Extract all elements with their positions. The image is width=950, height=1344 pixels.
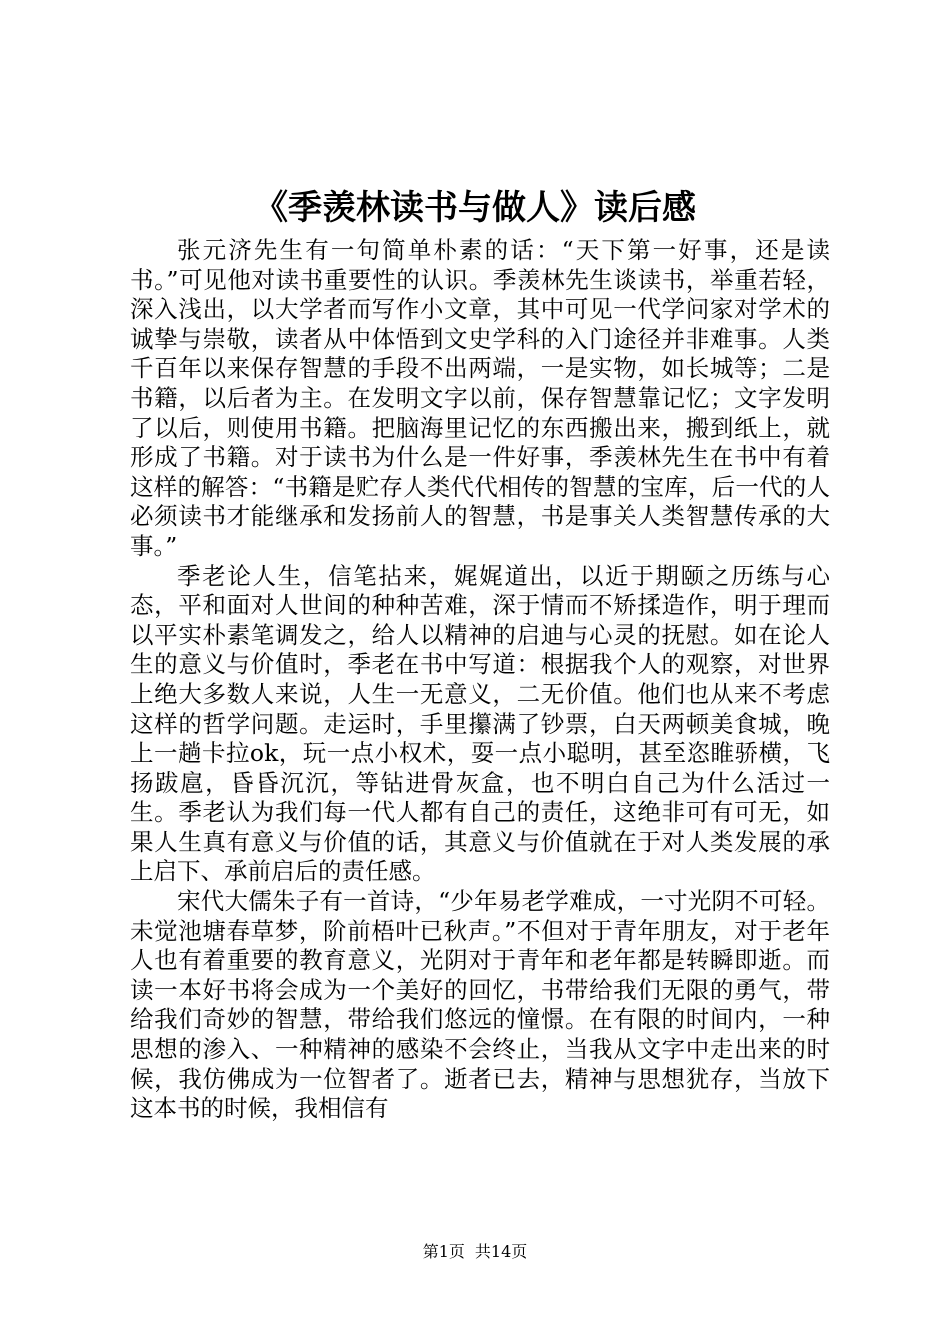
paragraph-1: 张元济先生有一句简单朴素的话：“天下第一好事，还是读书。”可见他对读书重要性的认识。季羡林先生谈读书，举重若轻，深入浅出，以大学者而写作小文章，其中可见一代学问家对学术的诚挚与崇敬，读者从中体悟到文史学科的入门途径并非难事。人类千百年以来保存智慧的手段不出两端，一是实物，如长城等；二是书籍，以后者为主。在发明文字以前，保存智慧靠记忆；文字发明了以后，则使用书籍。把脑海里记忆的东西搬出来，搬到纸上，就形成了书籍。对于读书为什么是一件好事，季羡林先生在书中有着这样的解答：“书籍是贮存人类代代相传的智慧的宝库，后一代的人必须读书才能继承和发扬前人的智慧，书是事关人类智慧传承的大事。” [130,236,830,560]
page-number-current: 第1页 [422,1242,465,1261]
paragraph-2: 季老论人生，信笔拈来，娓娓道出，以近于期颐之历练与心态，平和面对人世间的种种苦难，深于情而不矫揉造作，明于理而以平实朴素笔调发之，给人以精神的启迪与心灵的抚慰。如在论人生的意义与价值时，季老在书中写道：根据我个人的观察，对世界上绝大多数人来说，人生一无意义，二无价值。他们也从来不考虑这样的哲学问题。走运时，手里攥满了钞票，白天两顿美食城，晚上一趟卡拉ok，玩一点小权术，耍一点小聪明，甚至恣睢骄横，飞扬跋扈，昏昏沉沉，等钻进骨灰盒，也不明白自己为什么活过一生。季老认为我们每一代人都有自己的责任，这绝非可有可无，如果人生真有意义与价值的话，其意义与价值就在于对人类发展的承上启下、承前启后的责任感。 [130,561,830,886]
page-number-total: 共14页 [474,1242,528,1261]
document-title: 《季羡林读书与做人》读后感 [254,188,696,228]
page-footer [0,1242,950,1262]
paragraph-3: 宋代大儒朱子有一首诗，“少年易老学难成，一寸光阴不可轻。未觉池塘春草梦，阶前梧叶已秋声。”不但对于青年朋友，对于老年人也有着重要的教育意义，光阴对于青年和老年都是转瞬即逝。而读一本好书将会成为一个美好的回忆，书带给我们无限的勇气，带给我们奇妙的智慧，带给我们悠远的憧憬。在有限的时间内，一种思想的渗入、一种精神的感染不会终止，当我从文字中走出来的时候，我仿佛成为一位智者了。逝者已去，精神与思想犹存，当放下这本书的时候，我相信有 [130,887,830,1123]
document-body [130,236,830,1124]
